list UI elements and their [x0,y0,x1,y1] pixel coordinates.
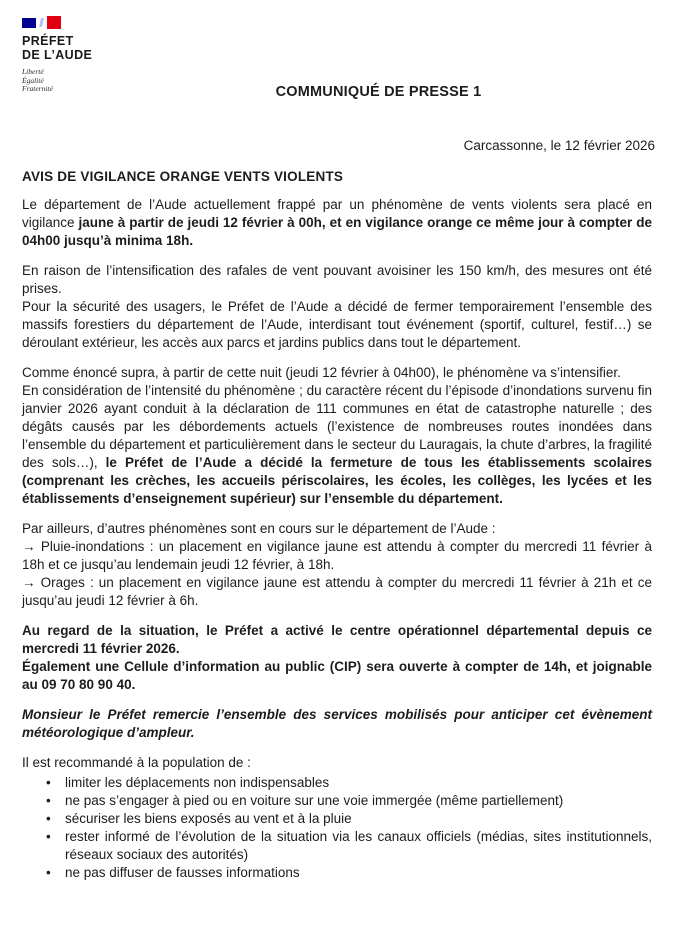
text-segment: Il est recommandé à la population de : [22,755,251,770]
logo-department-line1: PRÉFET [22,34,74,48]
motto-liberte: Liberté [22,67,44,76]
paragraph [22,196,652,250]
recommendation-item [22,774,652,792]
logo-department-line2: DE L’AUDE [22,48,93,62]
bullet-marker: • [46,829,51,844]
bullet-marker: • [46,811,51,826]
recommendation-text: limiter les déplacements non indispensables [65,775,330,790]
text-segment: En raison de l’intensification des rafales de vent pouvant avoisiner les 150 km/h, des mesures ont été prises. [22,263,652,296]
text-segment: → Orages : un placement en vigilance jaune est attendu à compter du mercredi 11 février à 21h et ce jusqu’au jeudi 12 février à 6h. [22,575,652,608]
text-segment: le Préfet de l’Aude a décidé la fermeture de tous les établissements scolaires (comprenant les crèches, les accueils périscolaires, les écoles, les collèges, les lycées et les établissements d’enseignement supérieur) sur l’ensemble du département. [22,455,652,506]
recommendation-item [22,864,652,882]
recommendation-text: ne pas s’engager à pied ou en voiture sur une voie immergée (même partiellement) [65,793,564,808]
text-segment: → Pluie-inondations : un placement en vigilance jaune est attendu à compter du mercredi 11 février à 18h et ce jusqu’au lendemain jeudi 12 février, à 18h. [22,539,652,572]
text-segment: Comme énoncé supra, à partir de cette nuit (jeudi 12 février à 04h00), le phénomène va s’intensifier. [22,365,621,380]
document-body [22,196,652,882]
recommendation-text: ne pas diffuser de fausses informations [65,865,300,880]
text-segment: jaune à partir de jeudi 12 février à 00h, et en vigilance orange ce même jour à compter de 04h00 jusqu’à minima 18h. [22,215,653,248]
recommendation-text: rester informé de l’évolution de la situation via les canaux officiels (médias, sites institutionnels, réseaux sociaux des autorités) [65,829,652,862]
recommendation-item [22,828,652,864]
french-flag-icon [22,16,92,29]
motto-fraternite: Fraternité [22,84,53,93]
bullet-marker: • [46,775,51,790]
text-segment: Pour la sécurité des usagers, le Préfet de l’Aude a décidé de fermer temporairement l’ensemble des massifs forestiers du département de l’Aude, interdisant tout événement (sportif, culturel, festif…) se déroulant extérieur, les accès aux parcs et jardins publics dans tout le département. [22,299,652,350]
flag-red-block [47,16,61,29]
paragraphs [22,196,652,772]
recommendation-item [22,792,652,810]
text-segment: En considération de l’intensité du phénomène ; du caractère récent du l’épisode d’inondations survenu fin janvier 2026 ayant conduit à la déclaration de 111 communes en état de catastrophe naturelle ; des dégâts causés par les débordements actuels (l’existence de nombreuses routes inondées dans l’ensemble du département et particulièrement dans le secteur du Lauragais, la chute d’arbres, la fragilité des sols…), [22,383,652,470]
recommendations-list [22,774,652,882]
text-segment: Également une Cellule d’information au public (CIP) sera ouverte à compter de 14h, et joignable au 09 70 80 90 40. [22,659,652,692]
flag-blue-block [22,18,36,28]
bullet-marker: • [46,793,51,808]
paragraph [22,754,652,772]
text-segment: Par ailleurs, d’autres phénomènes sont en cours sur le département de l’Aude : [22,521,496,536]
paragraph [22,364,652,508]
paragraph [22,262,652,352]
recommendation-text: sécuriser les biens exposés au vent et à la pluie [65,811,352,826]
document-heading: AVIS DE VIGILANCE ORANGE VENTS VIOLENTS [22,169,344,184]
text-segment: Monsieur le Préfet remercie l’ensemble des services mobilisés pour anticiper cet évènement météorologique d’ampleur. [22,707,652,740]
recommendation-item [22,810,652,828]
paragraph [22,520,652,610]
text-segment: Au regard de la situation, le Préfet a activé le centre opérationnel départemental depuis ce mercredi 11 février 2026. [22,623,652,656]
paragraph [22,622,652,694]
paragraph [22,706,652,742]
bullet-marker: • [46,865,51,880]
text-segment: Le département de l’Aude actuellement frappé par un phénomène de vents violents sera placé en vigilance [22,197,652,230]
prefecture-logo [22,16,92,94]
motto-egalite: Égalité [22,75,44,85]
dateline: Carcassonne, le 12 février 2026 [463,138,655,153]
page-title: COMMUNIQUÉ DE PRESSE 1 [275,84,482,100]
